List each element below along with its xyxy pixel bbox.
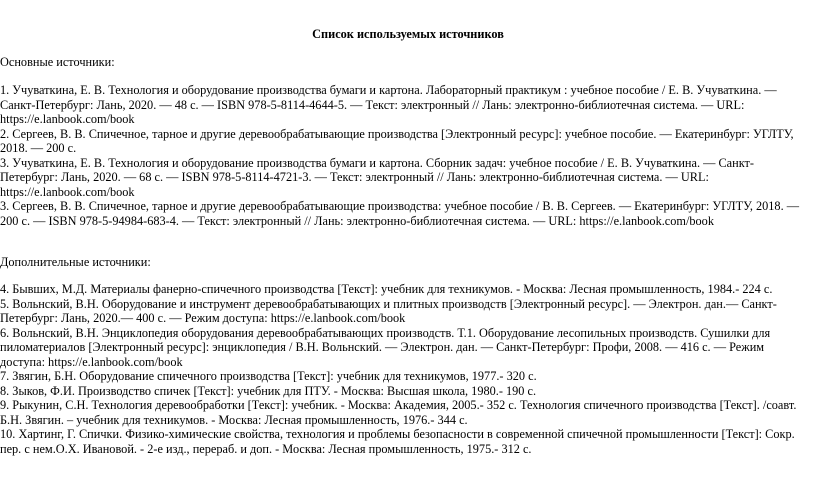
additional-sources-list [0, 282, 800, 456]
additional-source-5: 5. Вольнский, В.Н. Оборудование и инструмент деревообрабатывающих и плитных производств [Электронный ресурс]. — Электрон. дан.— Санкт-Петербург: Лань, 2020.— 400 с. — Режим доступа: https://e.lanbook.com/book [0, 296, 777, 325]
main-source-2: 2. Сергеев, В. В. Спичечное, тарное и другие деревообрабатывающие производства [Электронный ресурс]: учебное пособие. — Екатеринбург: УГЛТУ, 2018. — 200 с. [0, 126, 794, 155]
additional-source-9: 9. Рыкунин, С.Н. Технология деревообработки [Текст]: учебник. - Москва: Академия, 2005.- 352 с. Технология спичечного производства [Текст]. /соавт. Б.Н. Звягин. – учебник для техникумов. - Москва: Лесная промышленность, 1976.- 344 с. [0, 398, 797, 427]
additional-source-8: 8. Зыков, Ф.И. Производство спичек [Текст]: учебник для ПТУ. - Москва: Высшая школа, 1980.- 190 с. [0, 383, 537, 398]
additional-source-4: 4. Бывших, М.Д. Материалы фанерно-спичечного производства [Текст]: учебник для техникумов. - Москва: Лесная промышленность, 1984.- 224 с. [0, 282, 773, 296]
main-sources-heading: Основные источники: [0, 55, 115, 69]
additional-source-7: 7. Звягин, Б.Н. Оборудование спичечного производства [Текст]: учебник для техникумов, 1977.- 320 с. [0, 369, 537, 383]
additional-source-10: 10. Хартинг, Г. Спички. Физико-химические свойства, технология и проблемы безопасности в современной спичечной промышленности [Текст]: Сокр. пер. с нем.О.Х. Ивановой. - 2-е изд., перераб. и доп. - Москва: Лесная промышленность, 1975.- 312 с. [0, 427, 795, 456]
additional-sources-heading: Дополнительные источники: [0, 255, 151, 269]
main-source-4: 3. Сергеев, В. В. Спичечное, тарное и другие деревообрабатывающие производства: учебное пособие / В. В. Сергеев. — Екатеринбург: УГЛТУ, 2018. — 200 с. — ISBN 978-5-94984-683-4. — Текст: электронный // Лань: электронно-библиотечная система. — URL: https://e.lanbook.com/book [0, 199, 800, 228]
main-sources-list [0, 83, 800, 228]
main-source-1: 1. Учуваткина, Е. В. Технология и оборудование производства бумаги и картона. Лабораторный практикум : учебное пособие / Е. В. Учуваткина. — Санкт-Петербург: Лань, 2020. — 48 с. — ISBN 978-5-8114-4644-5. — Текст: электронный // Лань: электронно-библиотечная система. — URL: https://e.lanbook.com/book [0, 83, 777, 126]
page-title: Список используемых источников [312, 27, 504, 41]
main-source-3: 3. Учуваткина, Е. В. Технология и оборудование производства бумаги и картона. Сборник задач: учебное пособие / Е. В. Учуваткина. — Санкт-Петербург: Лань, 2020. — 68 с. — ISBN 978-5-8114-4721-3. — Текст: электронный // Лань: электронно-библиотечная система. — URL: https://e.lanbook.com/book [0, 155, 754, 199]
additional-source-6: 6. Вольнский, В.Н. Энциклопедия оборудования деревообрабатывающих производств. Т.1. Оборудование лесопильных производств. Сушилки для пиломатериалов [Электронный ресурс]: энциклопедия / В.Н. Вольнский. — Электрон. дан. — Санкт-Петербург: Профи, 2008. — 416 с. — Режим доступа: https://e.lanbook.com/book [0, 325, 771, 369]
